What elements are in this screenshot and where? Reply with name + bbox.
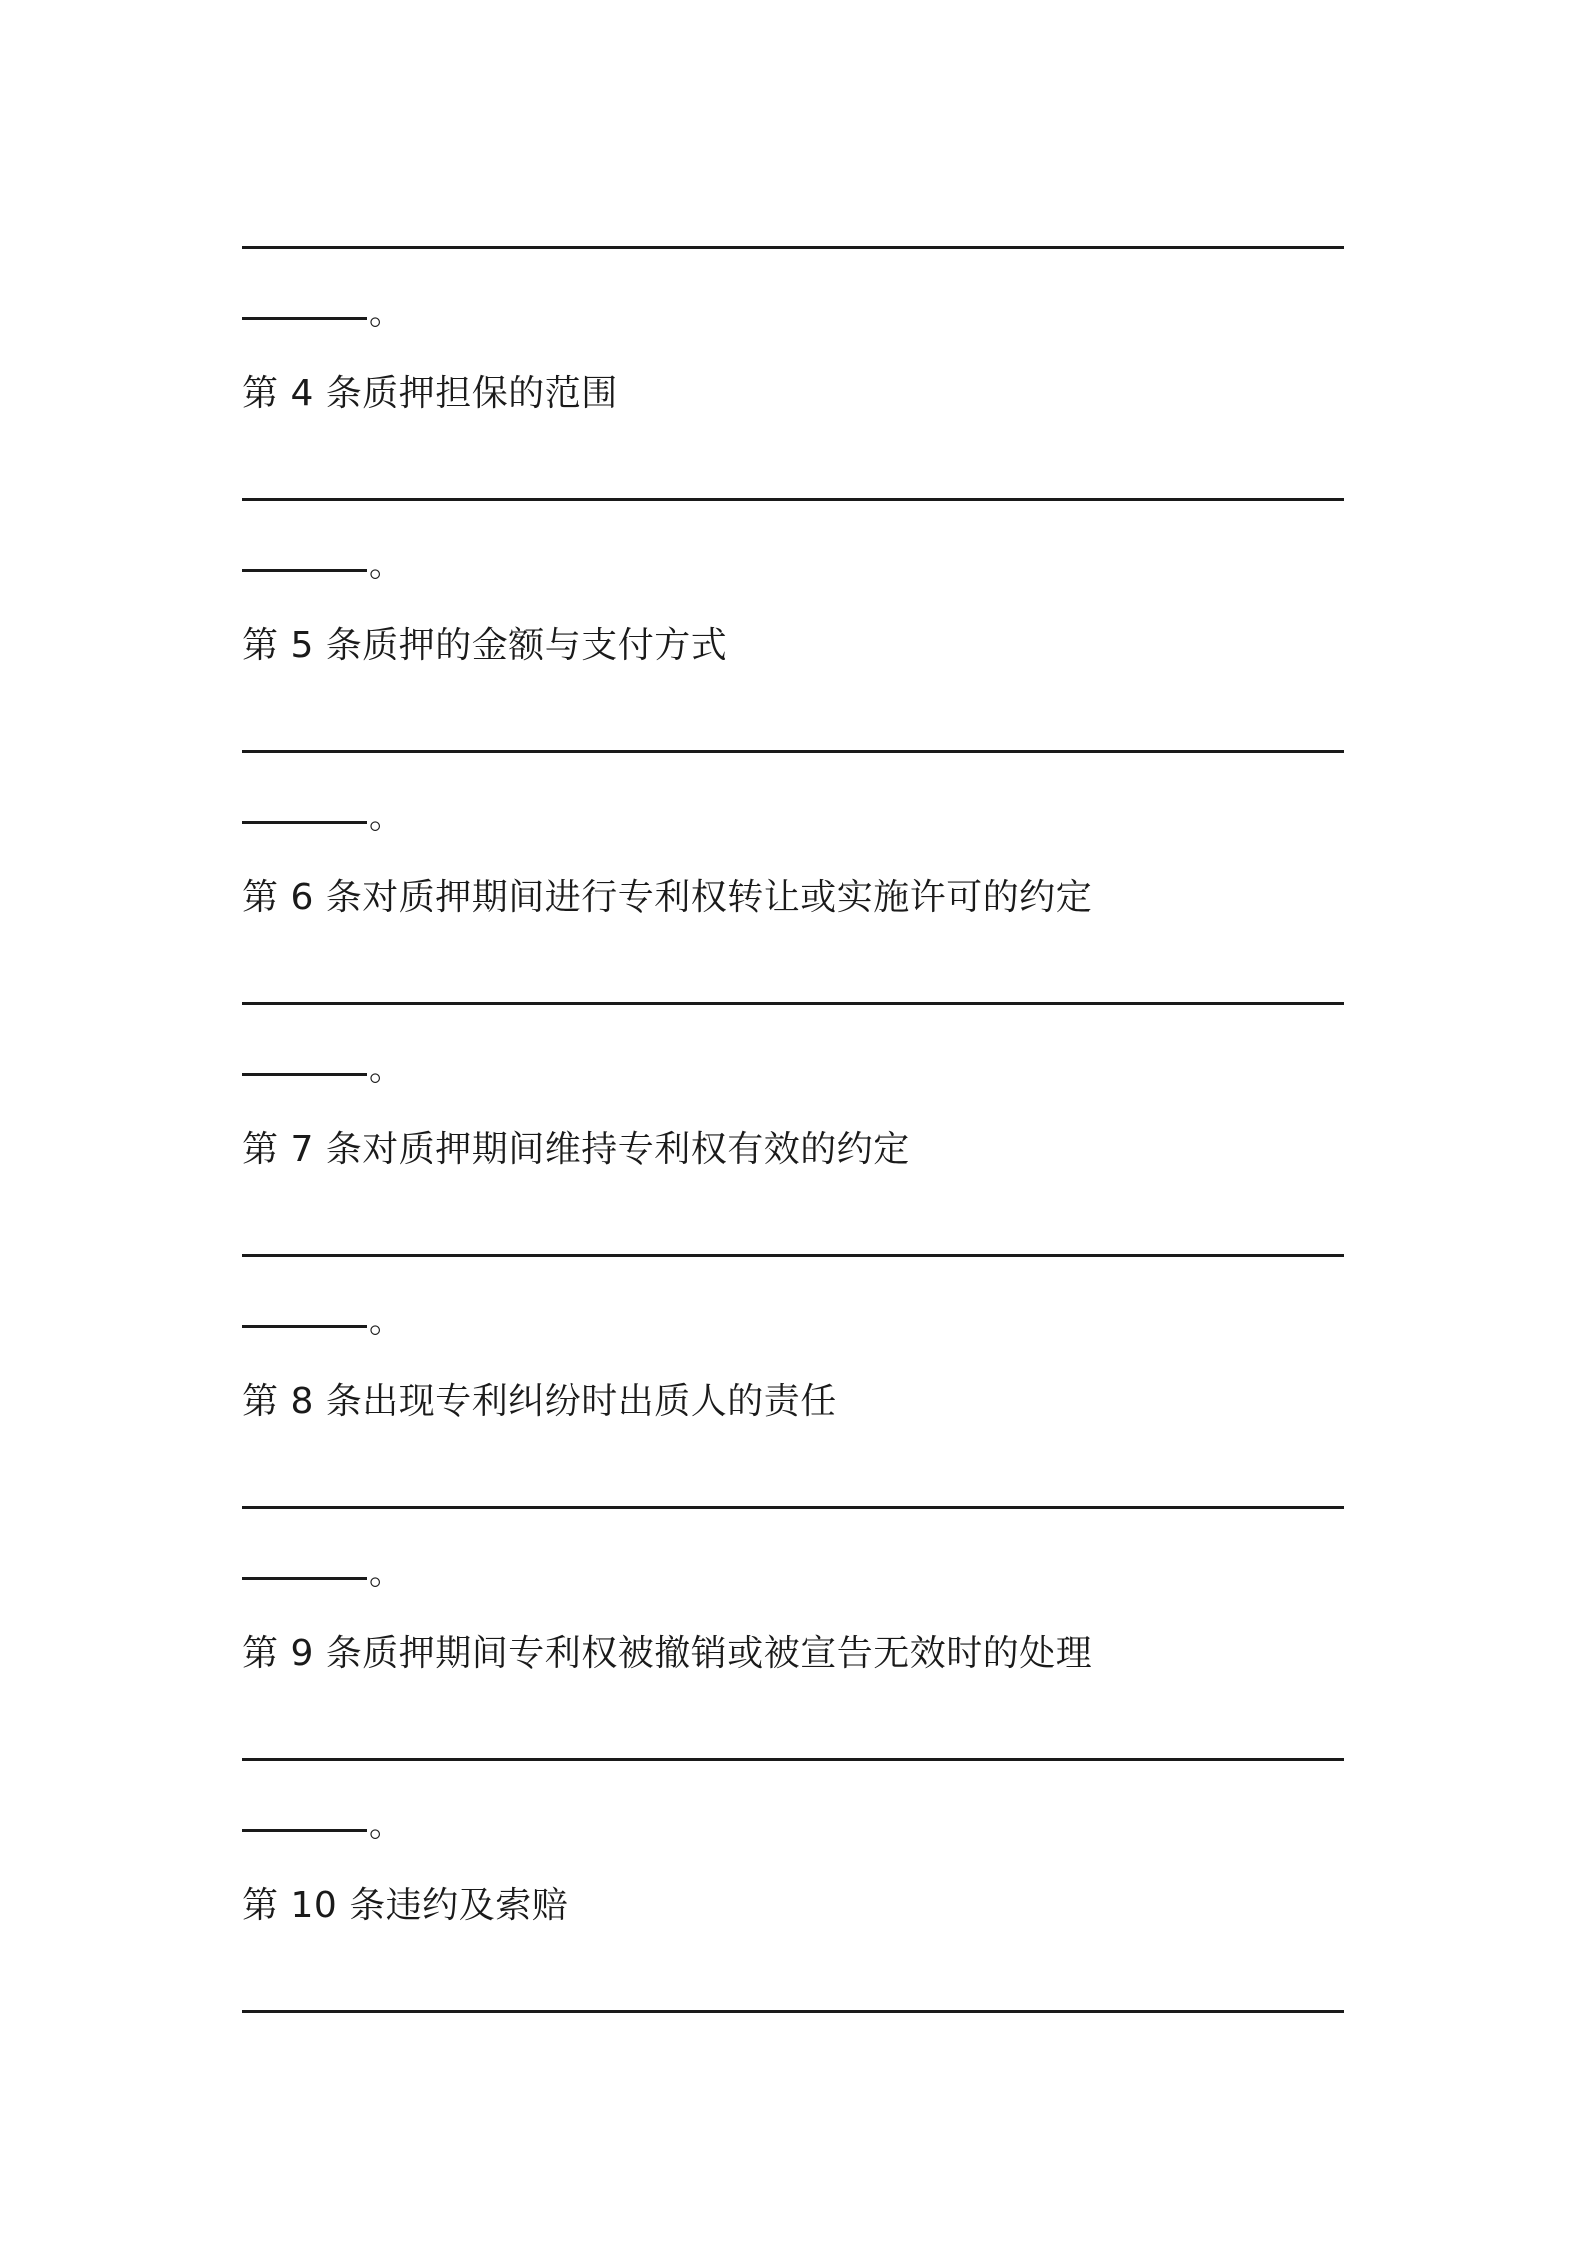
fill-in-blank-line[interactable] [242,498,1344,501]
fill-in-blank-tail[interactable] [242,1550,403,1593]
fill-in-blank-line[interactable] [242,1758,1344,1761]
fill-in-blank-tail[interactable] [242,1802,403,1845]
clause-heading-8: 第 8 条出现专利纠纷时出质人的责任 [242,1381,837,1422]
fill-in-blank-tail[interactable] [242,542,403,585]
blank-line-short[interactable] [242,821,367,824]
blank-line-short[interactable] [242,1073,367,1076]
fill-in-blank-line[interactable] [242,1254,1344,1257]
fill-in-blank-line[interactable] [242,750,1344,753]
fill-in-blank-tail[interactable] [242,1046,403,1089]
period-mark: 。 [369,293,403,333]
clause-heading-5: 第 5 条质押的金额与支付方式 [242,625,728,666]
blank-line-short[interactable] [242,569,367,572]
fill-in-blank-tail[interactable] [242,1298,403,1341]
clause-heading-10: 第 10 条违约及索赔 [242,1885,569,1926]
fill-in-blank-tail[interactable] [242,290,403,333]
fill-in-blank-line[interactable] [242,1506,1344,1509]
period-mark: 。 [369,1301,403,1341]
clause-heading-7: 第 7 条对质押期间维持专利权有效的约定 [242,1129,910,1170]
period-mark: 。 [369,1553,403,1593]
fill-in-blank-tail[interactable] [242,794,403,837]
blank-line-short[interactable] [242,1577,367,1580]
clause-heading-4: 第 4 条质押担保的范围 [242,373,618,414]
period-mark: 。 [369,797,403,837]
period-mark: 。 [369,1049,403,1089]
fill-in-blank-line[interactable] [242,2010,1344,2013]
period-mark: 。 [369,1805,403,1845]
fill-in-blank-line[interactable] [242,1002,1344,1005]
blank-line-short[interactable] [242,317,367,320]
blank-line-short[interactable] [242,1325,367,1328]
clause-heading-6: 第 6 条对质押期间进行专利权转让或实施许可的约定 [242,877,1093,918]
blank-line-short[interactable] [242,1829,367,1832]
clause-heading-9: 第 9 条质押期间专利权被撤销或被宣告无效时的处理 [242,1633,1093,1674]
fill-in-blank-line[interactable] [242,246,1344,249]
period-mark: 。 [369,545,403,585]
